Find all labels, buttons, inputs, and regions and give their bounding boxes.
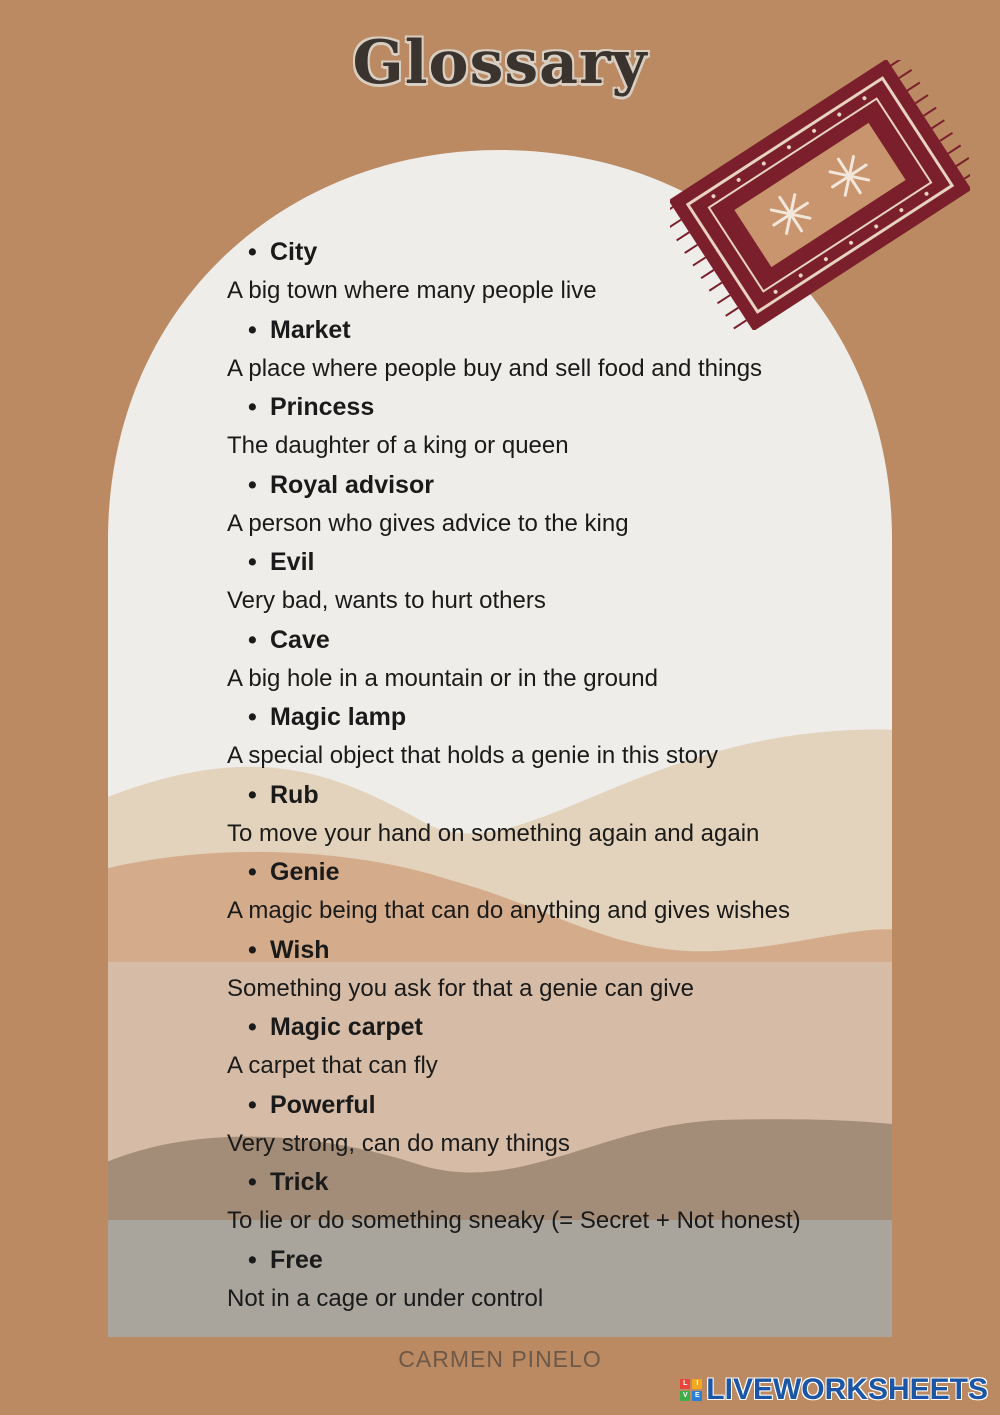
term-label: Royal advisor bbox=[270, 470, 434, 499]
glossary-term bbox=[227, 931, 867, 969]
glossary-term bbox=[227, 388, 867, 426]
term-label: Genie bbox=[270, 858, 340, 886]
brand-icon-tile: E bbox=[692, 1391, 702, 1401]
term-label: Rub bbox=[270, 780, 319, 809]
bullet-icon: • bbox=[248, 238, 257, 266]
liveworksheets-icon bbox=[680, 1379, 702, 1401]
glossary-term bbox=[227, 1163, 867, 1201]
term-definition: A magic being that can do anything and gives wishes bbox=[227, 897, 791, 924]
term-label: City bbox=[270, 238, 318, 266]
brand-logo[interactable] bbox=[680, 1373, 988, 1407]
bullet-icon: • bbox=[248, 470, 257, 499]
glossary-term bbox=[227, 466, 867, 504]
glossary-list bbox=[227, 233, 867, 1318]
page-title: Glossary bbox=[352, 28, 648, 98]
glossary-term bbox=[227, 698, 867, 736]
term-definition: A big hole in a mountain or in the ground bbox=[227, 664, 658, 692]
bullet-icon: • bbox=[248, 1245, 257, 1274]
term-definition: The daughter of a king or queen bbox=[227, 432, 569, 459]
brand-icon-tile: V bbox=[680, 1391, 690, 1401]
term-definition: Very bad, wants to hurt others bbox=[227, 587, 546, 614]
glossary-term bbox=[227, 621, 867, 659]
author-name: CARMEN PINELO bbox=[398, 1346, 602, 1372]
term-definition: To lie or do something sneaky (= Secret + Not honest) bbox=[227, 1207, 801, 1234]
bullet-icon: • bbox=[248, 1013, 257, 1041]
bullet-icon: • bbox=[248, 393, 257, 421]
glossary-term bbox=[227, 543, 867, 581]
bullet-icon: • bbox=[248, 703, 257, 731]
term-definition: A place where people buy and sell food and things bbox=[227, 354, 763, 382]
bullet-icon: • bbox=[248, 1168, 257, 1196]
term-definition: A special object that holds a genie in this story bbox=[227, 742, 718, 769]
glossary-term bbox=[227, 776, 867, 814]
glossary-term bbox=[227, 1008, 867, 1046]
bullet-icon: • bbox=[248, 548, 257, 576]
bullet-icon: • bbox=[248, 935, 257, 964]
glossary-term bbox=[227, 311, 867, 349]
term-label: Magic lamp bbox=[270, 703, 407, 731]
term-definition: To move your hand on something again and again bbox=[227, 819, 760, 847]
glossary-term bbox=[227, 1241, 867, 1279]
glossary-term bbox=[227, 233, 867, 271]
term-label: Wish bbox=[270, 935, 330, 964]
term-definition: Not in a cage or under control bbox=[227, 1284, 544, 1312]
term-label: Trick bbox=[270, 1168, 329, 1196]
bullet-icon: • bbox=[248, 858, 257, 886]
brand-icon-tile: I bbox=[692, 1379, 702, 1389]
term-label: Market bbox=[270, 315, 351, 344]
term-definition: Very strong, can do many things bbox=[227, 1129, 570, 1157]
brand-icon-tile: L bbox=[680, 1379, 690, 1389]
glossary-term bbox=[227, 853, 867, 891]
bullet-icon: • bbox=[248, 625, 257, 654]
bullet-icon: • bbox=[248, 1090, 257, 1119]
term-label: Cave bbox=[270, 625, 330, 654]
term-definition: A person who gives advice to the king bbox=[227, 509, 629, 537]
term-label: Princess bbox=[270, 393, 375, 421]
brand-name: LIVEWORKSHEETS bbox=[706, 1373, 988, 1406]
term-definition: A big town where many people live bbox=[227, 277, 597, 304]
term-label: Free bbox=[270, 1245, 323, 1274]
term-definition: Something you ask for that a genie can give bbox=[227, 974, 694, 1002]
glossary-term bbox=[227, 1086, 867, 1124]
term-definition: A carpet that can fly bbox=[227, 1052, 438, 1079]
term-label: Evil bbox=[270, 548, 315, 576]
bullet-icon: • bbox=[248, 780, 257, 809]
term-label: Magic carpet bbox=[270, 1013, 423, 1041]
term-label: Powerful bbox=[270, 1090, 376, 1119]
bullet-icon: • bbox=[248, 315, 257, 344]
